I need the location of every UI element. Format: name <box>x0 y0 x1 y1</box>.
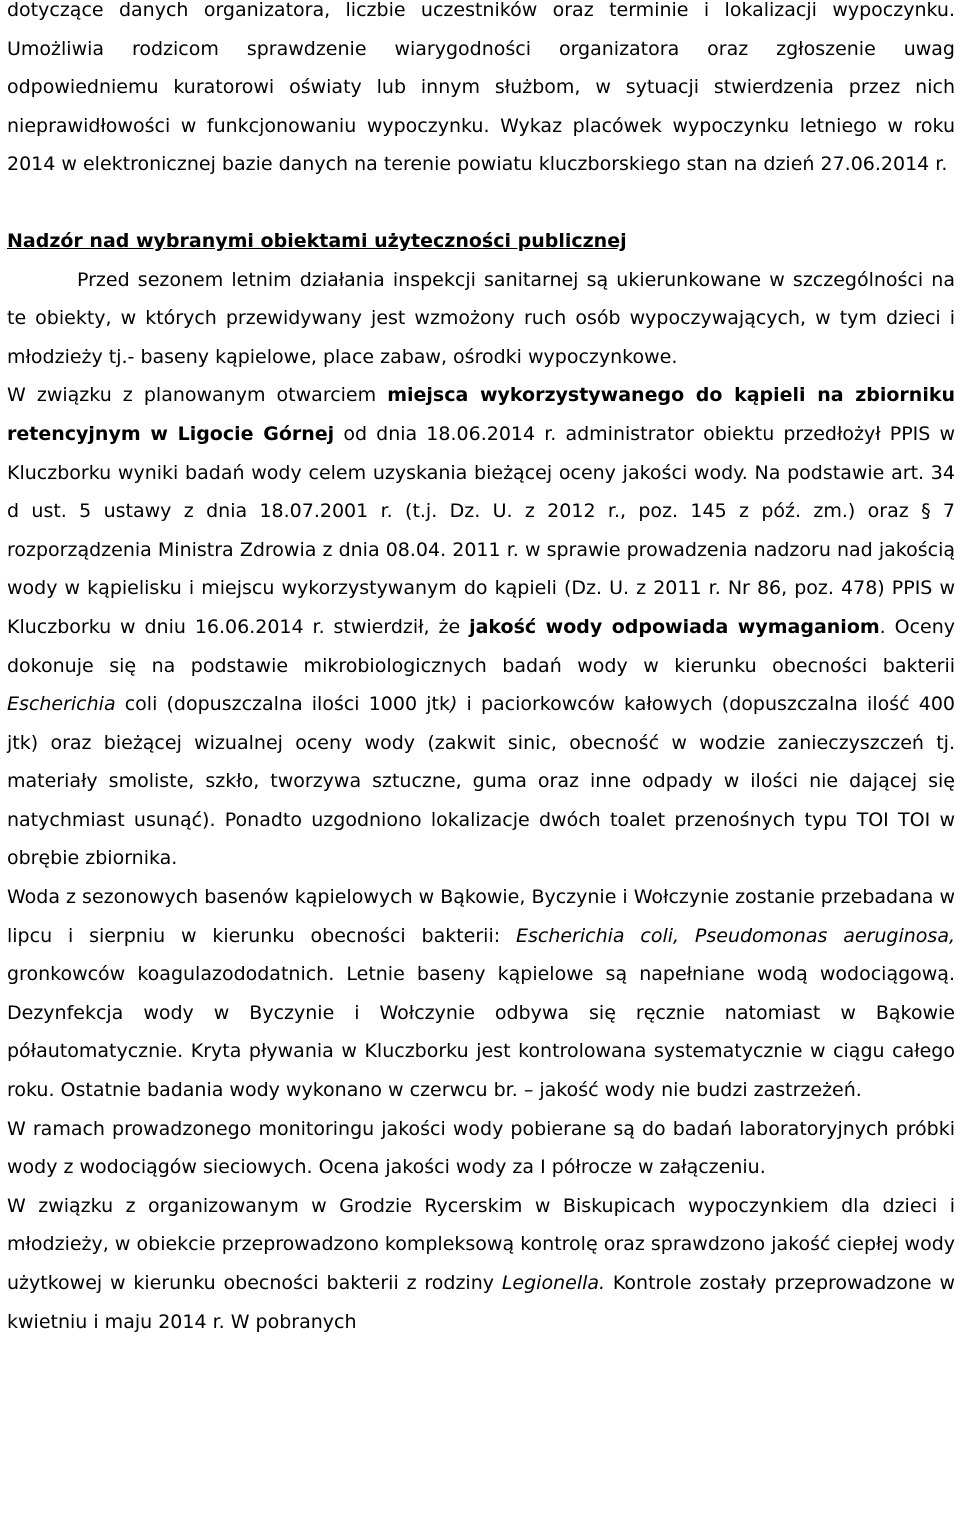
paragraph-seasonal-pools <box>7 878 955 1110</box>
paragraph-biskupice-inspection <box>7 1187 955 1341</box>
paragraph-ligota-reservoir <box>7 376 955 878</box>
italic-run: ) <box>449 693 458 716</box>
text-run: i paciorkowców kałowych (dopuszczalna ilość 400 jtk) oraz bieżącej wizualnej oceny wody (zakwit sinic, obecność w wodzie zanieczyszczeń tj. materiały smoliste, szkło, tworzywa sztuczne, guma oraz inne odpady w ilości nie dającej się natychmiast usunąć). Ponadto uzgodniono lokalizacje dwóch toalet przenośnych typu TOI TOI w obrębie zbiornika. <box>7 693 955 870</box>
text-run: W związku z planowanym otwarciem <box>7 384 388 407</box>
paragraph-water-monitoring: W ramach prowadzonego monitoringu jakości wody pobierane są do badań laboratoryjnych próbki wody z wodociągów sieciowych. Ocena jakości wody za I półrocze w załączeniu. <box>7 1117 955 1179</box>
text-run: W związku z organizowanym w Grodzie Rycerskim w Biskupicach wypoczynkiem dla dzieci i młodzieży, w obiekcie przeprowadzono kompleksową kontrolę oraz sprawdzono jakość ciepłej wody użytkowej w kierunku obecności bakterii z rodziny <box>7 1194 955 1294</box>
paragraph-organizer-database: dotyczące danych organizatora, liczbie uczestników oraz terminie i lokalizacji wypoczynku. Umożliwia rodzicom sprawdzenie wiarygodności organizatora oraz zgłoszenie uwag odpowiedniemu kuratorowi oświaty lub innym służbom, w sytuacji stwierdzenia przez nich nieprawidłowości w funkcjonowaniu wypoczynku. Wykaz placówek wypoczynku letniego w roku 2014 w elektronicznej bazie danych na terenie powiatu kluczborskiego stan na dzień 27.06.2014 r. <box>7 0 955 176</box>
italic-run: Escherichia coli, Pseudomonas aeruginosa, <box>515 924 956 947</box>
text-run: Kontrole zostały przeprowadzone w kwietniu i maju 2014 r. W pobranych <box>7 1272 955 1333</box>
text-run: gronkowców koagulazododatnich. Letnie baseny kąpielowe są napełniane wodą wodociągową. Dezynfekcja wody w Byczynie i Wołczynie odbywa się ręcznie natomiast w Bąkowie półautomatycznie. Kryta pływania w Kluczborku jest kontrolowana systematycznie w ciągu całego roku. Ostatnie badania wody wykonano w czerwcu br. – jakość wody nie budzi zastrzeżeń. <box>7 963 955 1102</box>
bold-run: miejsca wykorzystywanego do kąpieli na zbiorniku retencyjnym w Ligocie Górnej <box>7 384 956 445</box>
italic-run: Legionella. <box>501 1272 606 1294</box>
bold-run: jakość wody odpowiada wymaganiom <box>469 615 880 638</box>
text-run: od dnia 18.06.2014 r. administrator obiektu przedłożył PPIS w Kluczborku wyniki badań wody celem uzyskania bieżącej oceny jakości wody. Na podstawie art. 34 d ust. 5 ustawy z dnia 18.07.2001 r. (t.j. Dz. U. z 2012 r., poz. 145 z póź. zm.) oraz <box>7 422 955 523</box>
text-run: . Oceny dokonuje się na podstawie mikrobiologicznych badań wody w kierunku obecności bakterii <box>7 615 955 677</box>
section-sign: § <box>921 500 931 523</box>
document-page <box>7 0 955 1341</box>
text-run: Woda z sezonowych basenów kąpielowych w Bąkowie, Byczynie i Wołczynie zostanie przebadana w lipcu i sierpniu w kierunku obecności bakterii: <box>7 886 956 947</box>
section-heading: Nadzór nad wybranymi obiektami użyteczności publicznej <box>7 229 627 252</box>
text-run: coli (dopuszczalna ilości 1000 jtk <box>115 693 450 716</box>
text-run: 7 rozporządzenia Ministra Zdrowia z dnia 08.04. 2011 r. w sprawie prowadzenia nadzoru nad jakością wody w kąpielisku i miejscu wykorzystywanym do kąpieli (Dz. U. z 2011 r. Nr 86, poz. 478) PPIS w Kluczborku w dniu 16.06.2014 r. stwierdził, że <box>7 500 955 638</box>
paragraph-summer-season: Przed sezonem letnim działania inspekcji sanitarnej są ukierunkowane w szczególności na te obiekty, w których przewidywany jest wzmożony ruch osób wypoczywających, w tym dzieci i młodzieży tj.- baseny kąpielowe, place zabaw, ośrodki wypoczynkowe. <box>7 268 955 368</box>
italic-run: Escherichia <box>7 693 116 716</box>
